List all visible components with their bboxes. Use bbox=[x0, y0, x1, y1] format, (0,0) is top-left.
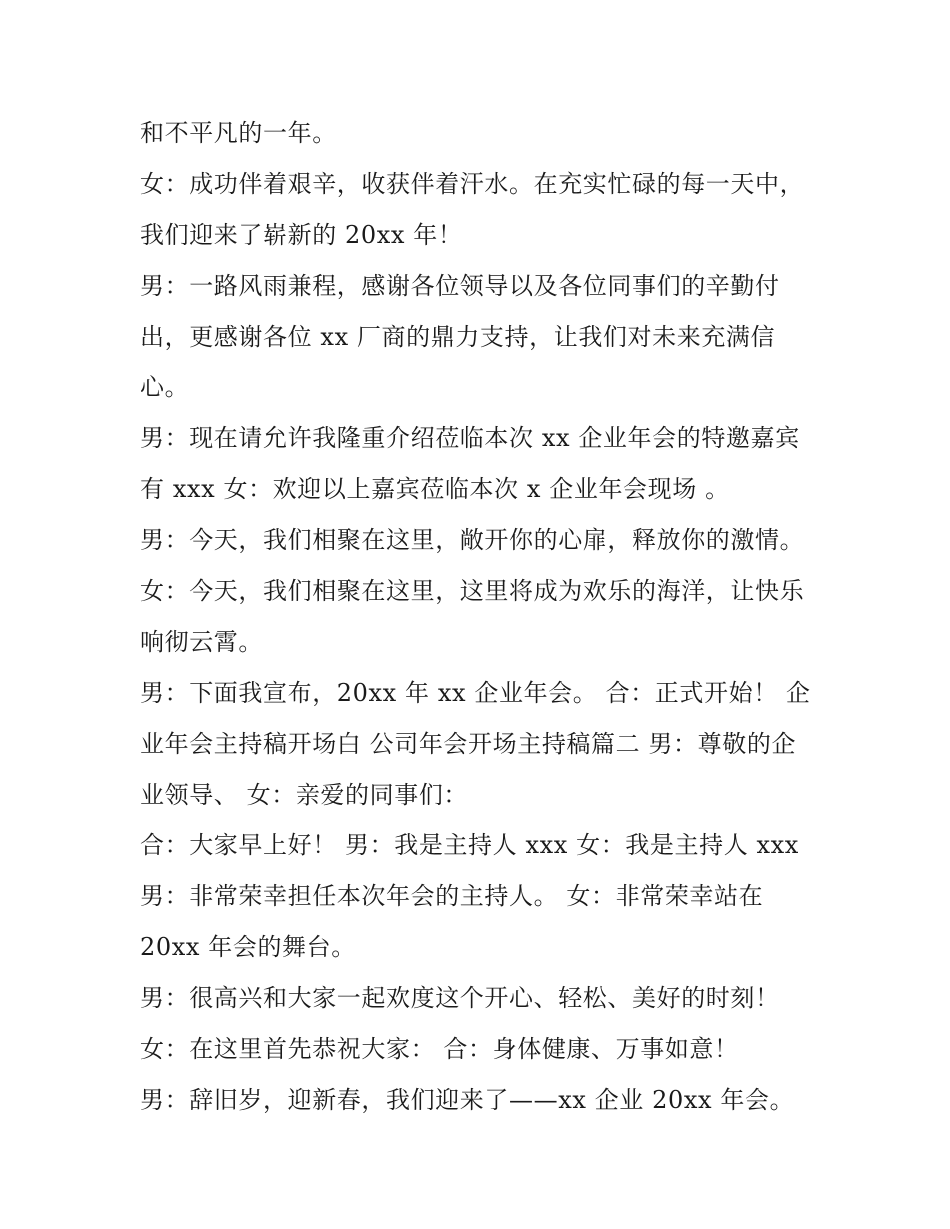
text-line: 男：下面我宣布，20xx 年 xx 企业年会。 合：正式开始！ 企 bbox=[140, 678, 811, 707]
text-line: 男：辞旧岁，迎新春，我们迎来了——xx 企业 20xx 年会。 bbox=[140, 1085, 795, 1114]
text-line: 业年会主持稿开场白 公司年会开场主持稿篇二 男：尊敬的企 bbox=[140, 729, 797, 758]
text-line: 业领导、 女：亲爱的同事们： bbox=[140, 780, 469, 809]
text-line: 男：非常荣幸担任本次年会的主持人。 女：非常荣幸站在 bbox=[140, 882, 764, 911]
text-line: 出，更感谢各位 xx 厂商的鼎力支持，让我们对未来充满信 bbox=[140, 322, 776, 351]
text-line: 20xx 年会的舞台。 bbox=[140, 933, 356, 962]
text-line: 和不平凡的一年。 bbox=[140, 119, 337, 147]
text-line: 我们迎来了崭新的 20xx 年！ bbox=[140, 220, 463, 249]
text-line: 合：大家早上好！ 男：我是主持人 xxx 女：我是主持人 xxx bbox=[140, 831, 799, 860]
text-line: 女：在这里首先恭祝大家： 合：身体健康、万事如意！ bbox=[140, 1035, 739, 1064]
text-line: 男：一路风雨兼程，感谢各位领导以及各位同事们的辛勤付 bbox=[140, 271, 780, 300]
text-line: 男：很高兴和大家一起欢度这个开心、轻松、美好的时刻！ bbox=[140, 984, 780, 1013]
text-line: 男：今天，我们相聚在这里，敞开你的心扉，释放你的激情。 bbox=[140, 526, 805, 555]
text-line: 男：现在请允许我隆重介绍莅临本次 xx 企业年会的特邀嘉宾 bbox=[140, 424, 800, 453]
text-line: 响彻云霄。 bbox=[140, 627, 263, 656]
text-line: 有 xxx 女：欢迎以上嘉宾莅临本次 x 企业年会现场 。 bbox=[140, 475, 730, 504]
text-line: 心。 bbox=[140, 373, 190, 402]
text-line: 女：成功伴着艰辛，收获伴着汗水。在充实忙碌的每一天中， bbox=[140, 169, 805, 198]
document-body bbox=[140, 108, 830, 1126]
text-line: 女：今天，我们相聚在这里，这里将成为欢乐的海洋，让快乐 bbox=[140, 577, 805, 606]
